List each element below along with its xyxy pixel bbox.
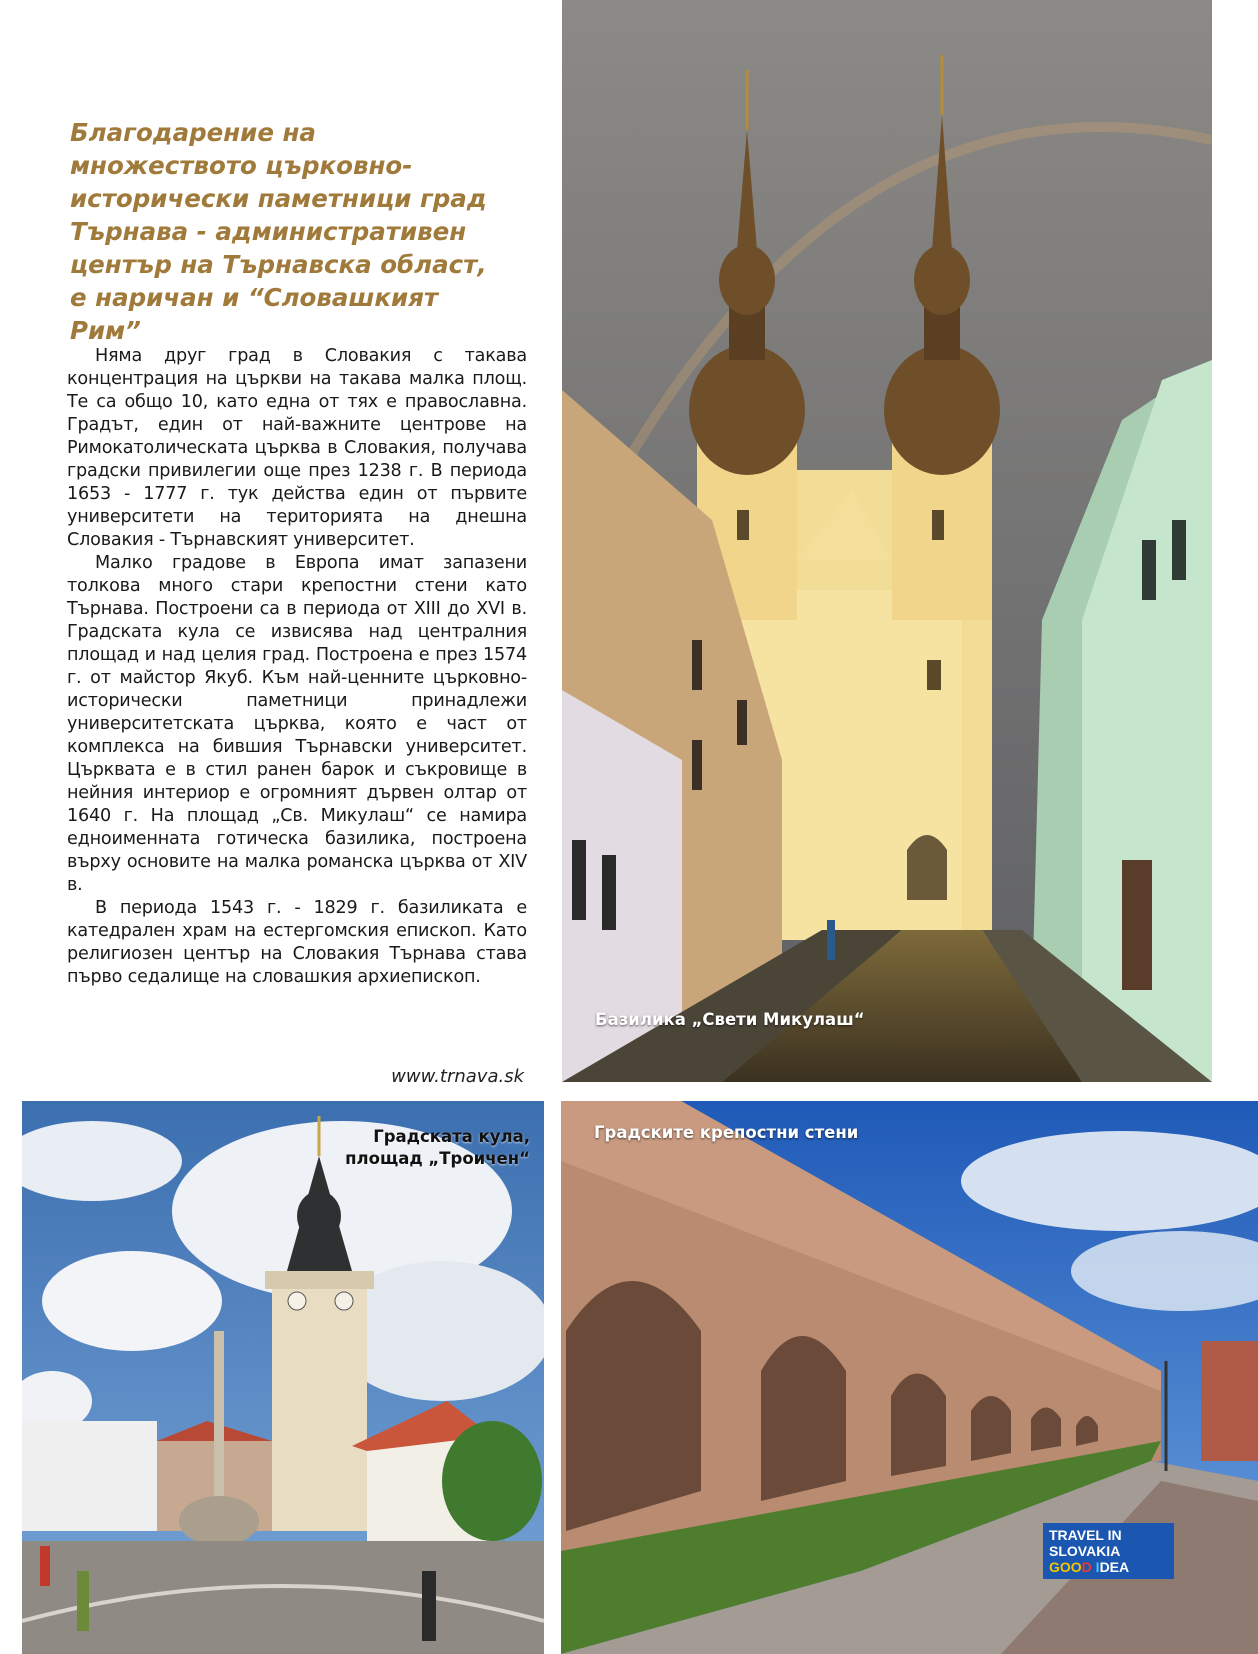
tower-caption-line2: площад „Троичен“	[345, 1149, 530, 1168]
logo-line2: SLOVAKIA	[1049, 1543, 1121, 1559]
logo-line1: TRAVEL IN	[1049, 1527, 1122, 1543]
basilica-caption: Базилика „Свети Микулаш“	[595, 1010, 865, 1029]
article-paragraph-3: В периода 1543 г. - 1829 г. базиликата е катедрален храм на естергомския епископ. Като религиозен център на Словакия Търнава става първо седалище на словашкия архиепископ.	[67, 898, 527, 987]
town-tower-photo	[22, 1101, 544, 1654]
tower-caption-line1: Градската кула,	[373, 1127, 530, 1146]
source-link[interactable]: www.trnava.sk	[391, 1066, 524, 1087]
article-paragraph-1: Няма друг град в Словакия с такава концентрация на църкви на такава малка площ. Те са общо 10, като една от тях е православна. Градът, един от най-важните центрове на Римокатолическата църква в Словакия, получава градски привилегии още през 1238 г. В периода 1653 - 1777 г. тук действа един от първите университети на територията на днешна Словакия - Търнавският университет.	[67, 346, 527, 550]
logo-line3: GOOD IDEA	[1049, 1559, 1130, 1575]
article-paragraph-2: Малко градове в Европа имат запазени толкова много стари крепостни стени като Търнава. Построени са в периода от XIII до XVI в. Градската кула се извисява над централния площад и над целия град. Построена е през 1574 г. от майстор Якуб. Към най-ценните църковно-исторически паметници принадлежи университетската църква, която е част от комплекса на бившия Търнавски университет. Църквата е в стил ранен барок и съкровище в нейния интериор е огромният дървен олтар от 1640 г. На площад „Св. Микулаш“ се намира едноименната готическа базилика, построена върху основите на малка романска църква от XIV в.	[67, 553, 527, 895]
article-body	[67, 345, 527, 989]
tower-caption	[300, 1126, 530, 1170]
walls-caption: Градските крепостни стени	[594, 1123, 859, 1142]
lead-heading: Благодарение на множеството църковно-исторически паметници град Търнава - административен център на Търнавска област, е наричан и “Словашкият Рим”	[70, 118, 487, 345]
travel-in-slovakia-logo	[1043, 1523, 1174, 1579]
basilica-photo	[562, 0, 1212, 1082]
